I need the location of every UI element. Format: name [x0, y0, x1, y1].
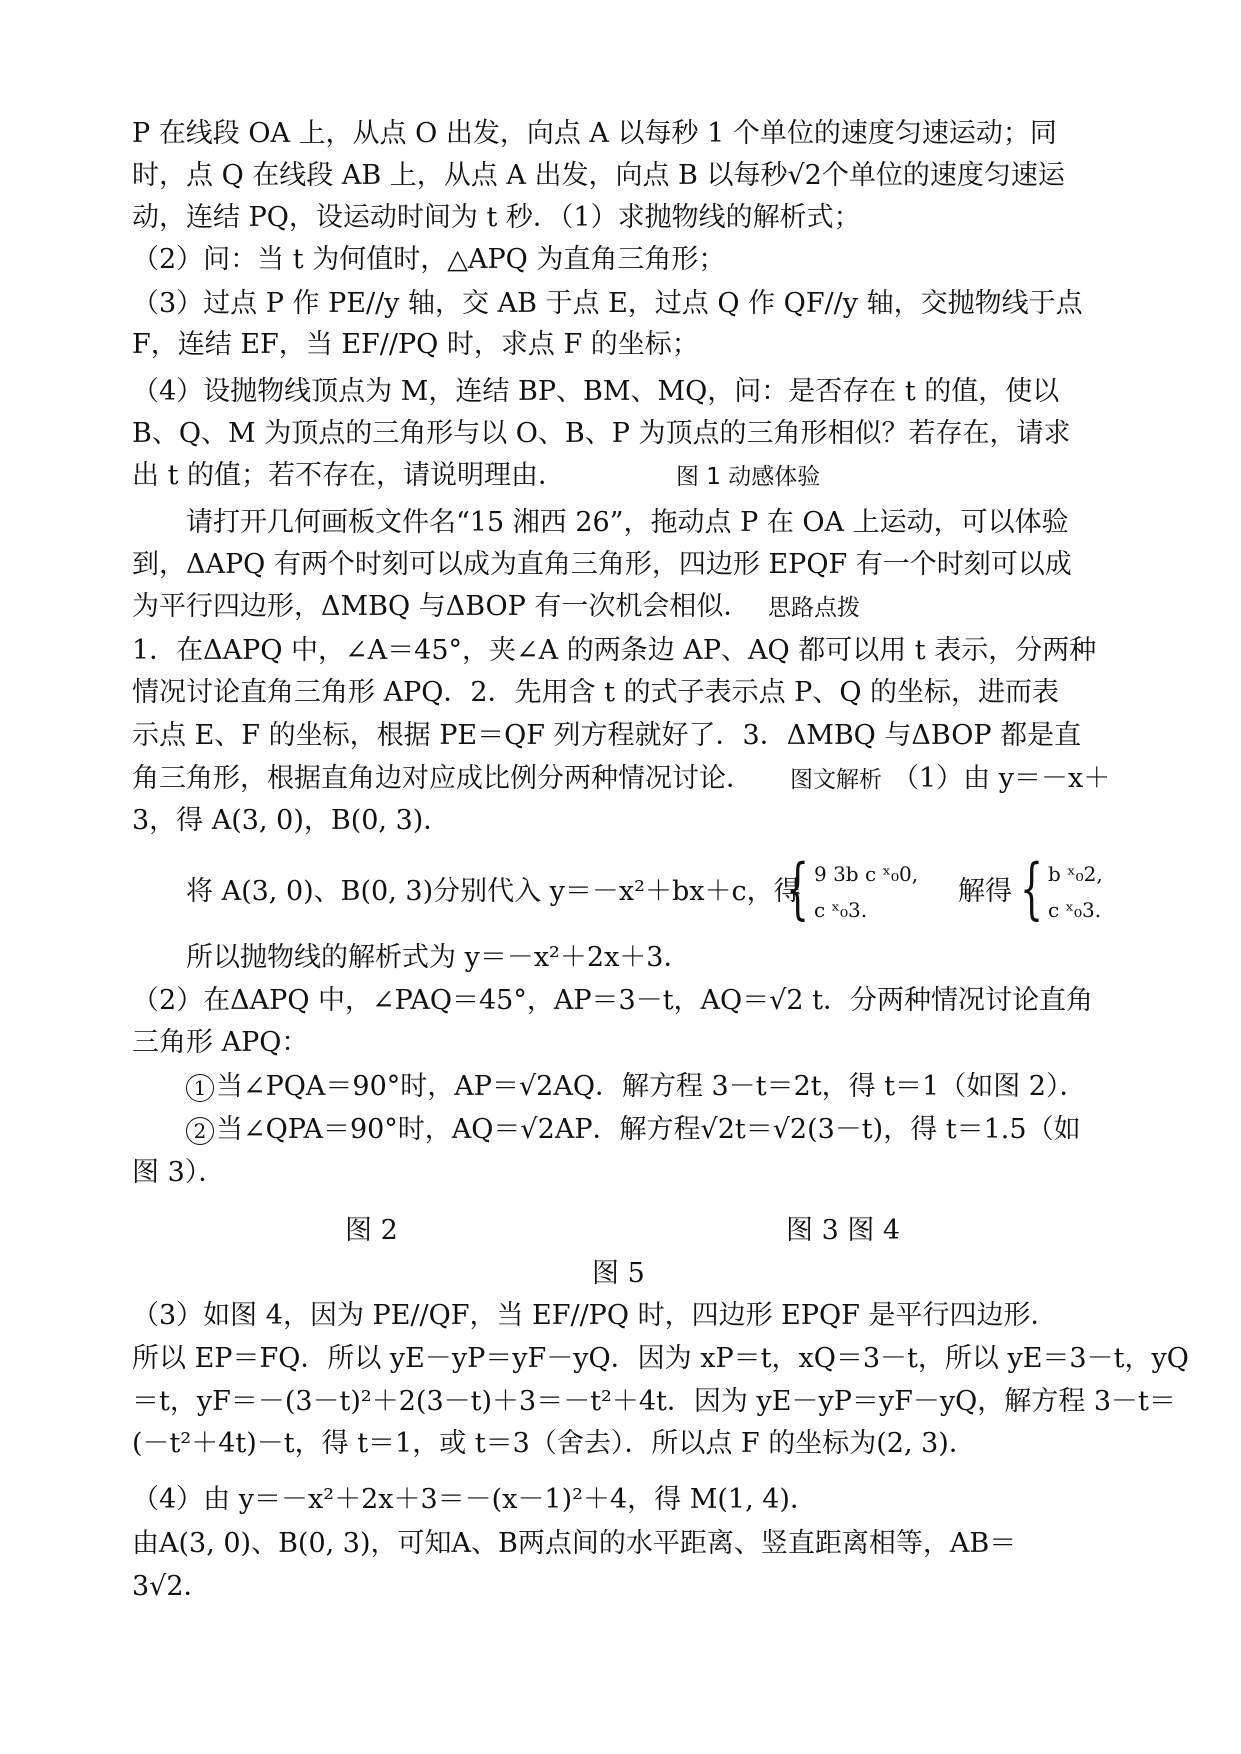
part2-line-3: 图 3）．: [132, 1157, 226, 1188]
problem-line-2: 时，点 Q 在线段 AB 上，从点 A 出发，向点 B 以每秒√2个单位的速度匀速运: [132, 160, 1065, 191]
case-1-text: 当∠PQA＝90°时，AP＝√2AQ．解方程 3－t＝2t，得 t＝1（如图 2）．: [216, 1071, 1087, 1102]
part2-line-2: 三角形 APQ：: [132, 1027, 309, 1058]
system-2-row-2: c ˣ₀3.: [1048, 898, 1102, 922]
problem-line-1: P 在线段 OA 上，从点 O 出发，向点 A 以每秒 1 个单位的速度匀速运动；同: [132, 118, 1057, 149]
part4-line-1: （4）由 y＝－x²＋2x＋3＝－(x－1)²＋4，得 M(1, 4)．: [132, 1484, 817, 1515]
problem-line-4: （2）问：当 t 为何值时，△APQ 为直角三角形；: [132, 244, 726, 275]
experience-line-1: 请打开几何画板文件名“15 湘西 26”，拖动点 P 在 OA 上运动，可以体验: [186, 507, 1069, 538]
problem-line-6: F，连结 EF，当 EF//PQ 时，求点 F 的坐标；: [132, 329, 699, 360]
hint-line-2: 情况讨论直角三角形 APQ．2．先用含 t 的式子表示点 P、Q 的坐标，进而表: [132, 677, 1060, 708]
brace-icon: {: [1020, 850, 1044, 927]
problem-line-3: 动，连结 PQ，设运动时间为 t 秒．（1）求抛物线的解析式；: [132, 202, 861, 233]
problem-line-9: 出 t 的值；若不存在，请说明理由．: [132, 460, 566, 491]
part3-line-2: 所以 EP＝FQ．所以 yE－yP＝yF－yQ．因为 xP＝t，xQ＝3－t，所以 yE＝3－t，yQ: [132, 1343, 1189, 1374]
part3-line-3: ＝t，yF＝－(3－t)²＋2(3－t)＋3＝－t²＋4t．因为 yE－yP＝yF－yQ，解方程 3－t＝: [132, 1386, 1176, 1417]
figure-2-label: 图 2: [345, 1215, 398, 1246]
part3-line-1: （3）如图 4，因为 PE//QF，当 EF//PQ 时，四边形 EPQF 是平行四边形．: [132, 1300, 1058, 1331]
brace-icon: {: [786, 850, 810, 927]
equation-system-1: [786, 850, 966, 936]
problem-line-7: （4）设抛物线顶点为 M，连结 BP、BM、MQ，问：是否存在 t 的值，使以: [132, 376, 1060, 407]
figure-1-label: 图 1 动感体验: [676, 464, 821, 490]
system-2-row-1: b ˣ₀2,: [1048, 862, 1103, 886]
hint-line-4: 角三角形，根据直角边对应成比例分两种情况讨论．: [132, 763, 753, 794]
figure-3-4-label: 图 3 图 4: [786, 1215, 901, 1246]
system-1-row-1: 9 3b c ˣ₀0,: [814, 862, 919, 886]
part4-line-3: 3√2．: [132, 1571, 211, 1602]
figure-5-label: 图 5: [592, 1258, 645, 1289]
circled-number-2: 2: [186, 1117, 214, 1145]
problem-line-8: B、Q、M 为顶点的三角形与以 O、B、P 为顶点的三角形相似？若存在，请求: [132, 418, 1071, 449]
hint-line-4b: （1）由 y＝－x＋: [892, 763, 1111, 794]
experience-line-3: 为平行四边形，ΔMBQ 与ΔBOP 有一次机会相似．: [132, 591, 751, 622]
circled-number-1: 1: [186, 1074, 214, 1102]
problem-line-5: （3）过点 P 作 PE//y 轴，交 AB 于点 E，过点 Q 作 QF//y 轴，交抛物线于点: [132, 288, 1083, 319]
part4-line-2: 由A(3, 0)、B(0, 3)，可知A、B两点间的水平距离、竖直距离相等，AB＝: [132, 1528, 1017, 1559]
equation-system-2: [1020, 850, 1120, 936]
part2-case-1: [186, 1067, 1086, 1107]
experience-line-2: 到，ΔAPQ 有两个时刻可以成为直角三角形，四边形 EPQF 有一个时刻可以成: [132, 549, 1072, 580]
system-1-row-2: c ˣ₀3.: [814, 898, 868, 922]
part1-result: 所以抛物线的解析式为 y＝－x²＋2x＋3．: [186, 942, 691, 973]
part1-substitute: 将 A(3, 0)、B(0, 3)分别代入 y＝－x²＋bx＋c，得: [186, 876, 801, 907]
hint-label: 思路点拨: [768, 595, 860, 621]
part3-line-4: (－t²＋4t)－t，得 t＝1，或 t＝3（舍去）．所以点 F 的坐标为(2, 3)．: [132, 1428, 976, 1459]
hint-line-1: 1．在ΔAPQ 中，∠A＝45°，夹∠A 的两条边 AP、AQ 都可以用 t 表示，分两种: [132, 635, 1097, 666]
solution-label: 图文解析: [790, 767, 882, 793]
part1-solve: 解得: [958, 876, 1012, 907]
hint-line-3: 示点 E、F 的坐标，根据 PE＝QF 列方程就好了．3．ΔMBQ 与ΔBOP 都是直: [132, 720, 1082, 751]
case-2-text: 当∠QPA＝90°时，AQ＝√2AP．解方程√2t＝√2(3－t)，得 t＝1.5（如: [216, 1114, 1081, 1145]
hint-line-5: 3，得 A(3, 0)，B(0, 3)．: [132, 805, 451, 836]
part2-case-2: [186, 1110, 1081, 1150]
part2-line-1: （2）在ΔAPQ 中，∠PAQ＝45°，AP＝3－t，AQ＝√2 t．分两种情况讨论直角: [132, 985, 1094, 1016]
